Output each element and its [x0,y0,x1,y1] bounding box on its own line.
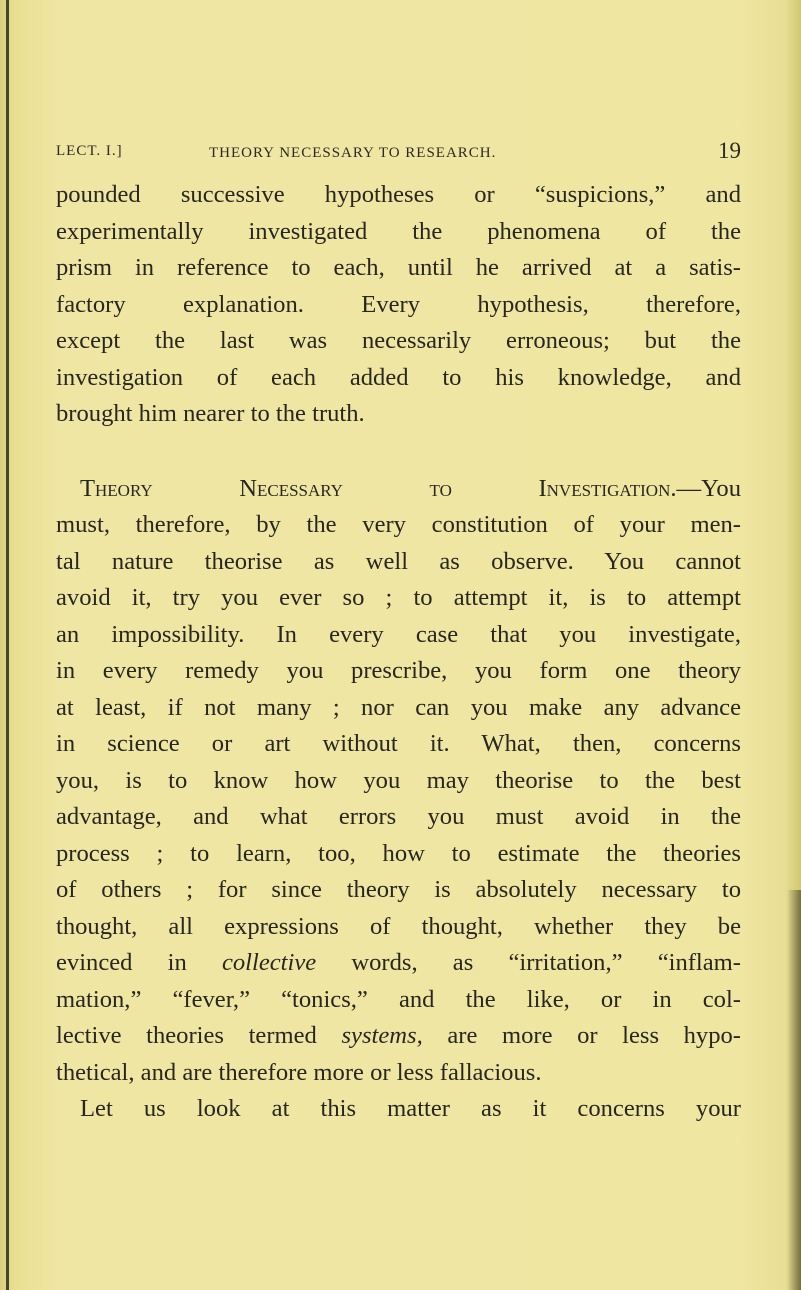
text-line: brought him nearer to the truth. [56,400,365,427]
paragraph-gap [56,433,741,471]
italic-term: collective [221,949,317,976]
section-heading-line [56,471,741,508]
text-line: mation,” “fever,” “tonics,” and the like, or in col- [56,985,741,1013]
heading-tail: —You [676,474,741,502]
text-segment: are more or less hypo- [422,1022,741,1049]
paragraph-1 [56,177,741,433]
paragraph-2 [56,471,741,1092]
text-line: avoid it, try you ever so ; to attempt it, is to attempt [56,584,741,611]
text-line: investigation of each added to his knowledge, and [56,363,741,391]
text-line: in science or art without it. What, then, concerns [56,730,741,757]
text-line: advantage, and what errors you must avoid in the [56,803,741,830]
text-line: prism in reference to each, until he arrived at a satis- [56,254,741,281]
page-number: 19 [718,138,741,163]
body-text [56,177,741,1128]
running-title: THEORY NECESSARY TO RESEARCH. [209,145,497,161]
section-label: LECT. I.] [56,143,123,159]
paragraph-3 [56,1091,741,1128]
text-segment: lective theories termed [56,1022,342,1049]
italic-term: systems, [341,1022,423,1049]
text-line: thetical, and are therefore more or less fallacious. [56,1058,542,1086]
section-heading: Theory Necessary to Investigation. [80,474,677,502]
text-segment: evinced in [56,949,222,976]
text-segment: words, as “irritation,” “inflam- [316,949,741,976]
text-line: experimentally investigated the phenomena of the [56,217,741,245]
text-line: tal nature theorise as well as observe. You cannot [56,547,741,575]
text-line: in every remedy you prescribe, you form one theory [56,657,741,684]
text-line: Let us look at this matter as it concerns your [80,1095,741,1122]
text-line: an impossibility. In every case that you investigate, [56,620,741,648]
text-line: process ; to learn, too, how to estimate the theories [56,839,741,867]
text-line: at least, if not many ; nor can you make any advance [56,693,741,721]
text-line: thought, all expressions of thought, whether they be [56,912,741,940]
text-line: factory explanation. Every hypothesis, therefore, [56,290,741,318]
text-line: pounded successive hypotheses or “suspicions,” and [56,181,741,208]
text-line: except the last was necessarily erroneous; but the [56,327,741,354]
page-binding-edge [6,0,9,1290]
text-line: you, is to know how you may theorise to the best [56,766,741,794]
text-line [56,945,741,982]
page-edge-shadow [787,890,801,1290]
running-header [56,138,741,171]
text-line: of others ; for since theory is absolutely necessary to [56,876,741,903]
text-line [56,1018,741,1055]
text-line: must, therefore, by the very constitution of your men- [56,511,741,538]
